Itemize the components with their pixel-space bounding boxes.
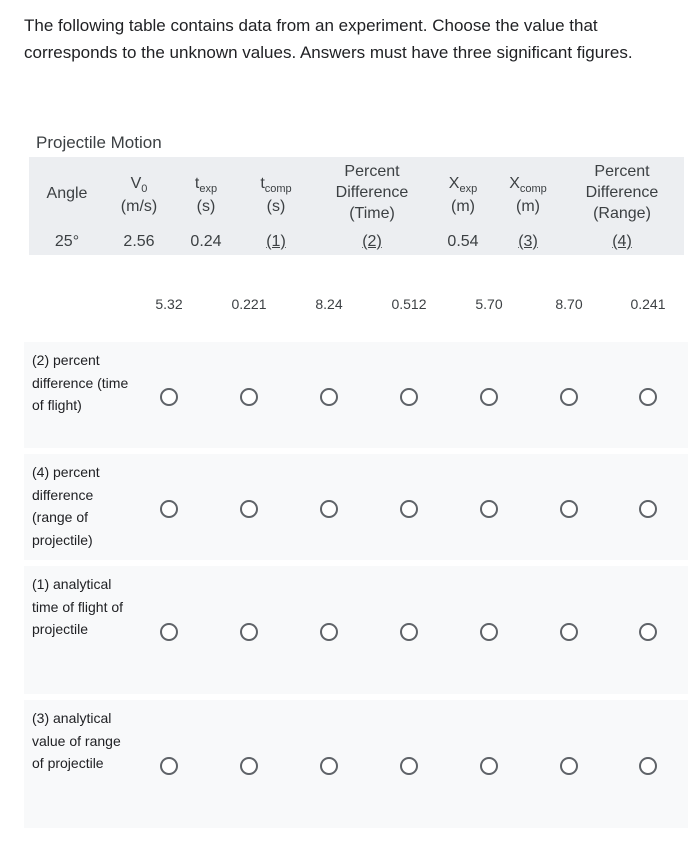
grid-row-label: (4) percent difference (range of projectile) [32,464,100,548]
grid-column-header: 8.24 [315,296,343,312]
question-text: The following table contains data from an experiment. Choose the value that corresponds to the unknown values. Answers must have three significant figures. [24,16,633,62]
radio-option[interactable] [639,757,657,775]
header-texp: $t_{exp}$ (s) [194,175,218,215]
grid-column-header: 8.70 [555,296,583,312]
grid-column-header: 5.70 [475,296,503,312]
radio-option[interactable] [240,623,258,641]
radio-option[interactable] [480,623,498,641]
header-xcomp: $X_{comp}$ (m) [509,175,547,215]
radio-option[interactable] [639,623,657,641]
radio-option[interactable] [400,757,418,775]
grid-column-header: 0.241 [630,296,666,312]
header-xexp: $X_{exp}$ (m) [448,175,478,215]
cell-percent-diff-range-unknown: (4) [612,233,632,250]
header-tcomp: $t_{comp}$ (s) [260,175,292,215]
radio-option[interactable] [160,388,178,406]
grid-column-header: 0.512 [391,296,427,312]
grid-column-header: 0.221 [231,296,267,312]
radio-option[interactable] [560,623,578,641]
radio-option[interactable] [639,388,657,406]
header-percent-difference-time: Percent Difference (Time) [335,163,409,222]
radio-option[interactable] [160,757,178,775]
table-title: Projectile Motion [36,133,162,152]
radio-option[interactable] [400,500,418,518]
cell-v0: 2.56 [123,233,155,250]
radio-option[interactable] [320,500,338,518]
cell-tcomp-unknown: (1) [266,233,286,250]
radio-option[interactable] [240,500,258,518]
header-percent-difference-range: Percent Difference (Range) [585,163,659,222]
radio-option[interactable] [480,757,498,775]
radio-option[interactable] [160,623,178,641]
radio-option[interactable] [320,623,338,641]
data-table [29,157,684,255]
grid-row-analytical-time [24,566,688,694]
grid-row-label: (1) analytical time of flight of projectile [32,576,124,637]
radio-option[interactable] [639,500,657,518]
cell-texp: 0.24 [190,233,222,250]
radio-option[interactable] [480,388,498,406]
grid-column-header: 5.32 [155,296,183,312]
radio-option[interactable] [400,623,418,641]
cell-xexp: 0.54 [447,233,479,250]
radio-option[interactable] [480,500,498,518]
radio-option[interactable] [320,757,338,775]
radio-option[interactable] [560,500,578,518]
radio-option[interactable] [320,388,338,406]
grid-row-percent-difference-time [24,342,688,448]
cell-angle: 25° [54,233,80,250]
radio-option[interactable] [400,388,418,406]
grid-row-label: (3) analytical value of range of projectile [32,710,121,771]
cell-xcomp-unknown: (3) [518,233,538,250]
radio-option[interactable] [560,757,578,775]
radio-option[interactable] [160,500,178,518]
grid-column-headers [0,296,700,326]
radio-option[interactable] [560,388,578,406]
header-angle: Angle [46,185,88,202]
radio-option[interactable] [240,757,258,775]
grid-row-label: (2) percent difference (time of flight) [32,352,129,413]
grid-row-analytical-range [24,700,688,828]
cell-percent-diff-time-unknown: (2) [362,233,382,250]
radio-option[interactable] [240,388,258,406]
header-v0: $V_0$ (m/s) [120,175,158,215]
grid-row-percent-difference-range [24,454,688,560]
